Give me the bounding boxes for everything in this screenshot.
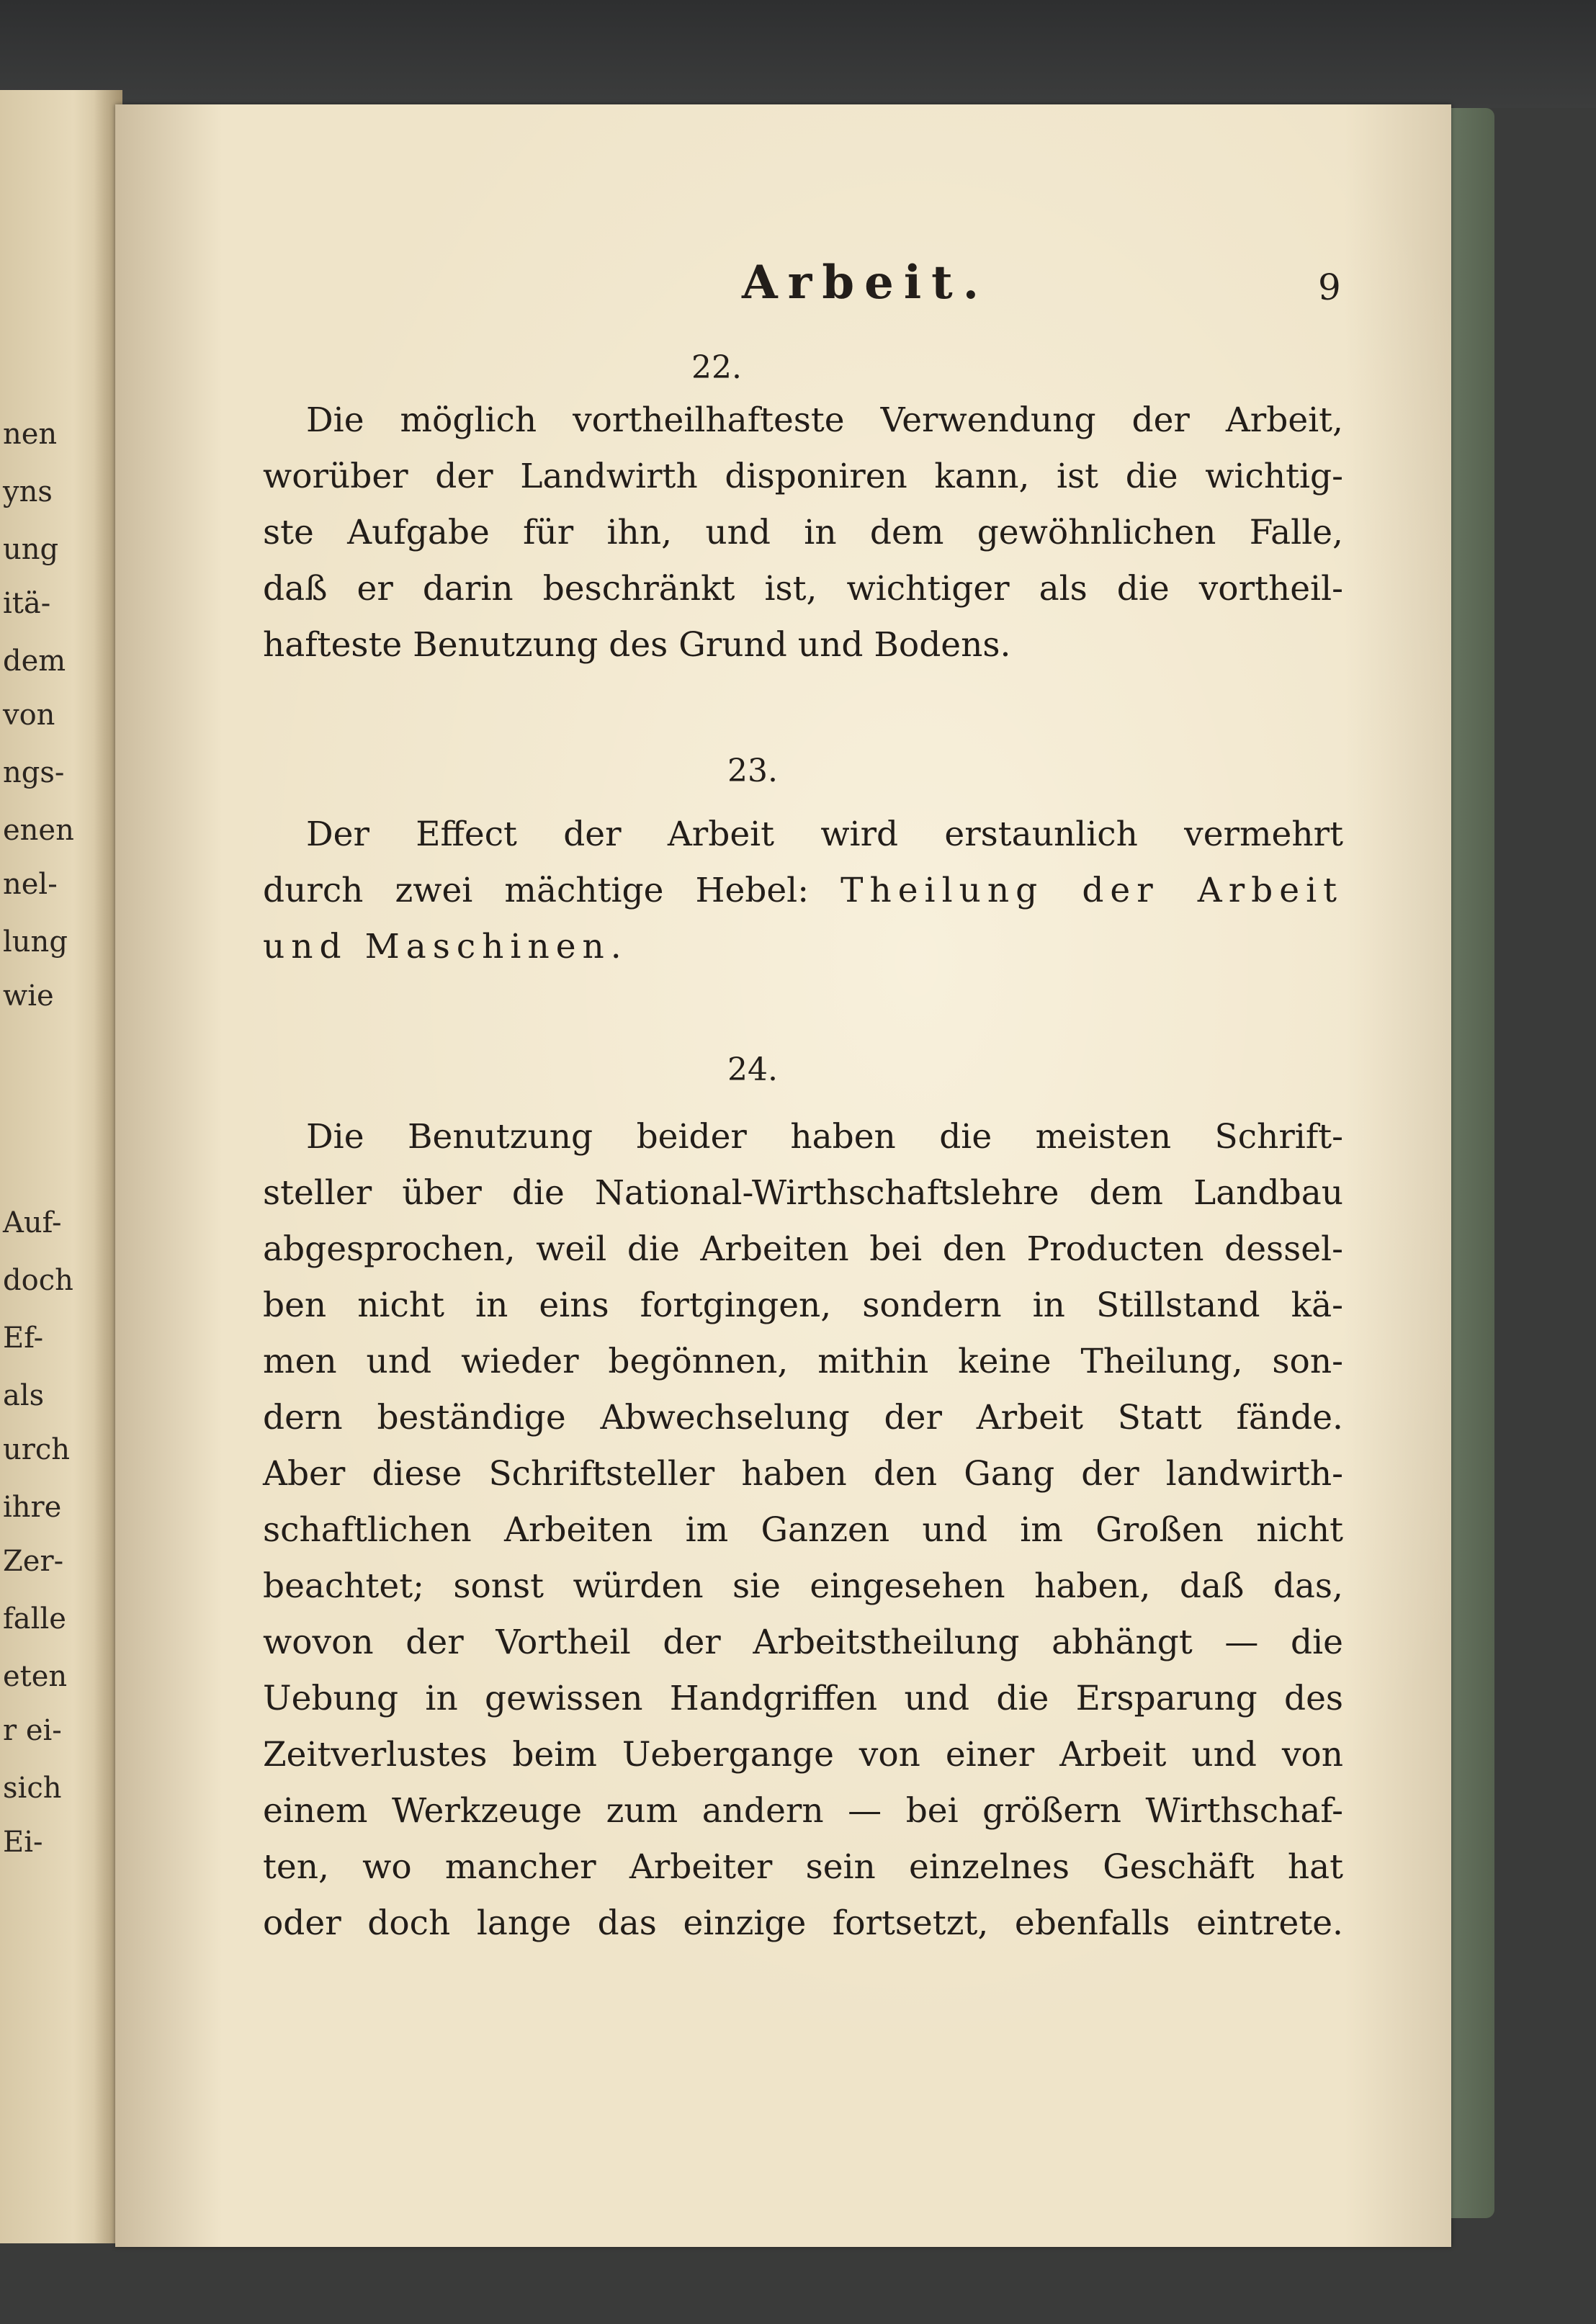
text-line: ten, wo mancher Arbeiter sein einzelnes Geschäft hat xyxy=(263,1847,1343,1887)
left-fragment: r ei- xyxy=(3,1714,62,1747)
emphasized-text: Theilung der Arbeit xyxy=(840,871,1343,910)
text-line: Die möglich vortheilhafteste Verwendung der Arbeit, xyxy=(306,400,1343,440)
paragraph-22 xyxy=(263,392,1343,673)
text-line: ben nicht in eins fortgingen, sondern in Stillstand kä- xyxy=(263,1286,1343,1325)
text-line: schaftlichen Arbeiten im Ganzen und im Großen nicht xyxy=(263,1510,1343,1550)
left-fragment: urch xyxy=(3,1433,71,1466)
left-fragment: doch xyxy=(3,1264,73,1297)
left-fragment: Ef- xyxy=(3,1322,44,1355)
left-fragment: falle xyxy=(3,1602,66,1636)
left-fragment: Auf- xyxy=(3,1206,62,1239)
text-line: beachtet; sonst würden sie eingesehen haben, daß das, xyxy=(263,1566,1343,1606)
paragraph-24 xyxy=(263,1109,1343,1952)
left-fragment: sich xyxy=(3,1772,62,1805)
left-fragment: eten xyxy=(3,1660,68,1693)
text-line: steller über die National-Wirthschaftslehre dem Landbau xyxy=(263,1173,1343,1213)
left-fragment: nen xyxy=(3,418,58,451)
page-number: 9 xyxy=(1318,266,1341,308)
section-number-24: 24. xyxy=(727,1051,778,1088)
text-line: oder doch lange das einzige fortsetzt, ebenfalls eintrete. xyxy=(263,1903,1343,1943)
running-title: Arbeit. xyxy=(742,256,989,310)
left-fragment: als xyxy=(3,1379,45,1412)
text-fragment: durch zwei mächtige Hebel: xyxy=(263,871,810,910)
text-line: worüber der Landwirth disponiren kann, ist die wichtig- xyxy=(263,457,1343,496)
left-fragment: Zer- xyxy=(3,1545,64,1578)
left-fragment: dem xyxy=(3,645,66,678)
text-line: Die Benutzung beider haben die meisten Schrift- xyxy=(306,1117,1343,1157)
left-fragment: ngs- xyxy=(3,756,65,789)
left-fragment: itä- xyxy=(3,587,51,620)
text-line: Der Effect der Arbeit wird erstaunlich vermehrt xyxy=(306,815,1343,854)
text-line: dern beständige Abwechselung der Arbeit Statt fände. xyxy=(263,1398,1343,1437)
paragraph-23 xyxy=(263,807,1343,975)
left-fragment: von xyxy=(3,699,55,732)
background xyxy=(0,0,1596,108)
left-fragment: ihre xyxy=(3,1491,62,1524)
left-fragment: nel- xyxy=(3,868,58,901)
left-fragment: Ei- xyxy=(3,1826,43,1859)
text-line: Zeitverlustes beim Uebergange von einer Arbeit und von xyxy=(263,1735,1343,1775)
text-line: wovon der Vortheil der Arbeitstheilung abhängt — die xyxy=(263,1623,1343,1662)
text-line: hafteste Benutzung des Grund und Bodens. xyxy=(263,625,1011,665)
text-line: einem Werkzeuge zum andern — bei größern Wirthschaf- xyxy=(263,1791,1343,1831)
section-number-23: 23. xyxy=(727,753,778,789)
section-number-22: 22. xyxy=(691,349,742,386)
left-fragment: ung xyxy=(3,533,59,566)
text-line xyxy=(263,863,1343,919)
text-line: ste Aufgabe für ihn, und in dem gewöhnlichen Falle, xyxy=(263,513,1343,552)
text-line: daß er darin beschränkt ist, wichtiger als die vortheil- xyxy=(263,569,1343,609)
left-fragment: enen xyxy=(3,814,74,847)
left-page xyxy=(0,90,122,2243)
right-page xyxy=(115,104,1451,2247)
text-line: Aber diese Schriftsteller haben den Gang der landwirth- xyxy=(263,1454,1343,1494)
text-line: abgesprochen, weil die Arbeiten bei den Producten dessel- xyxy=(263,1229,1343,1269)
text-line: Uebung in gewissen Handgriffen und die Ersparung des xyxy=(263,1679,1343,1718)
emphasized-text: und Maschinen. xyxy=(263,927,628,966)
left-fragment: yns xyxy=(3,475,53,508)
text-line: men und wieder begönnen, mithin keine Theilung, son- xyxy=(263,1342,1343,1381)
left-fragment: wie xyxy=(3,979,54,1013)
left-fragment: lung xyxy=(3,925,68,959)
